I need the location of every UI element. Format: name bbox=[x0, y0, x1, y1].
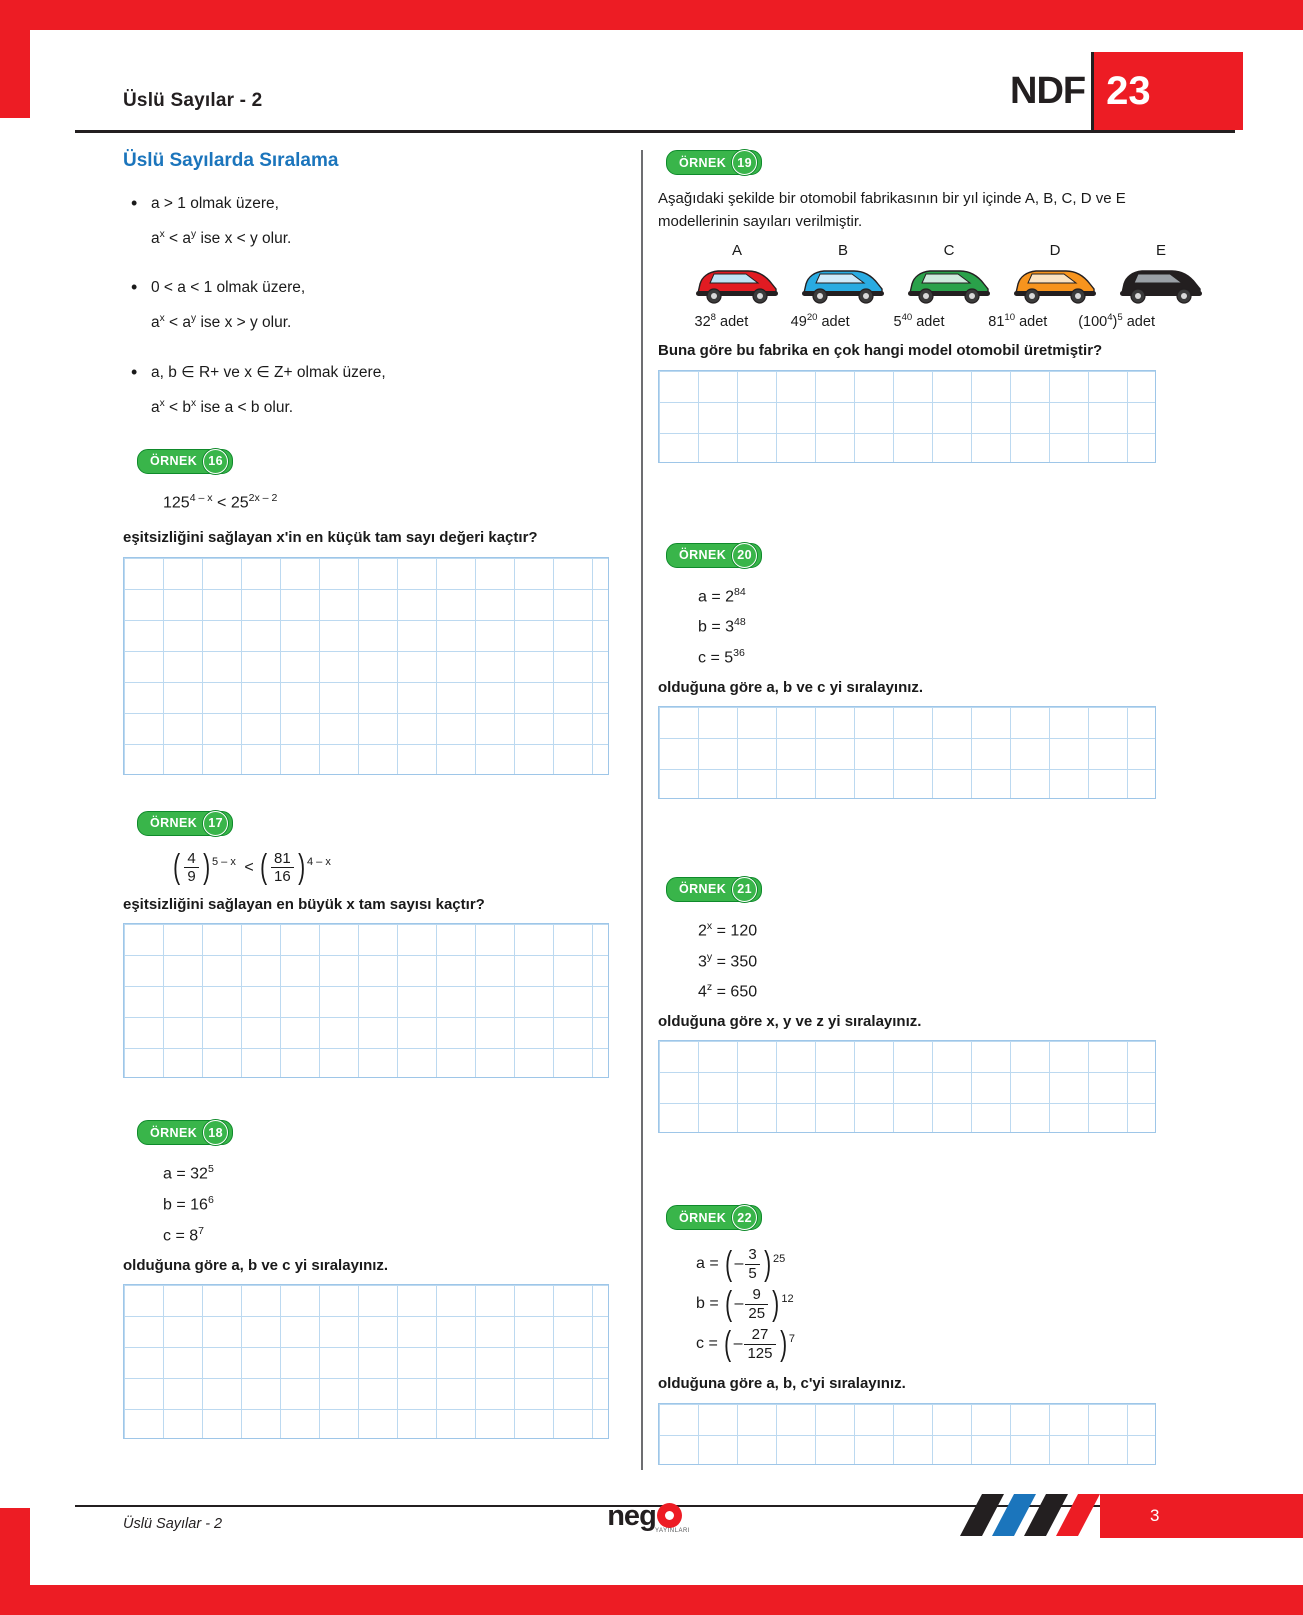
ornek-number: 18 bbox=[203, 1120, 228, 1145]
rule-sup-2: x bbox=[191, 397, 197, 409]
example-expression bbox=[658, 582, 1158, 674]
ornek-tag-wrap bbox=[137, 1120, 623, 1145]
rule-c: ise x < y olur. bbox=[196, 230, 292, 248]
ornek-number: 20 bbox=[732, 543, 757, 568]
amount-sup: 40 bbox=[901, 311, 913, 323]
unit-code: NDF bbox=[1010, 69, 1086, 112]
rule-b: < b bbox=[164, 398, 192, 416]
fraction-denominator: 25 bbox=[745, 1304, 768, 1322]
expr-rest: = 350 bbox=[712, 953, 758, 971]
example-22 bbox=[658, 1205, 1158, 1464]
paren-open-icon: ( bbox=[725, 1244, 733, 1283]
ornek-tag-wrap bbox=[137, 449, 623, 474]
ornek-number: 16 bbox=[203, 449, 228, 474]
expr-line bbox=[698, 947, 1158, 978]
example-expression bbox=[123, 850, 623, 886]
car-label: E bbox=[1155, 241, 1166, 259]
sign: – bbox=[734, 1255, 744, 1273]
expr-sup: 36 bbox=[733, 647, 745, 660]
example-expression bbox=[658, 916, 1158, 1008]
fraction-denominator: 9 bbox=[184, 867, 198, 885]
rule-line-2 bbox=[151, 217, 623, 252]
rule-c: ise x > y olur. bbox=[196, 314, 292, 332]
amount-unit: adet bbox=[912, 313, 945, 330]
ornek-number: 17 bbox=[203, 811, 228, 836]
expr-line bbox=[698, 643, 1158, 674]
section-title: Üslü Sayılarda Sıralama bbox=[123, 150, 339, 171]
expr-sup: x bbox=[706, 919, 713, 932]
ornek-label: ÖRNEK bbox=[679, 155, 727, 170]
answer-grid[interactable] bbox=[123, 1284, 609, 1439]
operator: < bbox=[244, 858, 254, 876]
expr-line bbox=[163, 1190, 623, 1221]
fraction-numerator: 9 bbox=[752, 1286, 761, 1304]
amount-base: 5 bbox=[893, 313, 902, 330]
ornek-label: ÖRNEK bbox=[150, 1125, 198, 1140]
car-icon bbox=[692, 263, 782, 305]
expr-var: b = 16 bbox=[163, 1196, 208, 1214]
expr-sup: 5 bbox=[207, 1163, 214, 1176]
car-item bbox=[798, 242, 888, 310]
ornek-tag-wrap bbox=[666, 877, 1158, 902]
bottom-red-bar bbox=[0, 1585, 1303, 1615]
amount-unit: adet bbox=[716, 313, 749, 330]
car-item bbox=[1116, 242, 1206, 310]
amount-sup: 4 bbox=[1107, 311, 1113, 323]
rule-a: a bbox=[151, 230, 160, 248]
car-item bbox=[692, 242, 782, 310]
sign: – bbox=[733, 1335, 743, 1353]
amount-close: ) bbox=[1112, 313, 1118, 330]
expr-line bbox=[696, 1284, 1158, 1324]
exponent-2: 4 – x bbox=[307, 855, 331, 868]
ornek-badge bbox=[137, 1120, 233, 1145]
left-bar-white-gap bbox=[0, 118, 30, 1508]
ornek-label: ÖRNEK bbox=[150, 816, 198, 831]
expr-line bbox=[163, 1221, 623, 1252]
fraction bbox=[745, 1246, 759, 1282]
amount-sup: 8 bbox=[710, 311, 716, 323]
logo-dot-icon bbox=[657, 1503, 682, 1528]
rule-item bbox=[123, 190, 623, 252]
ornek-label: ÖRNEK bbox=[679, 1210, 727, 1225]
logo-subtext: YAYINLARI bbox=[655, 1528, 690, 1534]
exponent: 25 bbox=[773, 1253, 786, 1266]
example-question: olduğuna göre a, b ve c yi sıralayınız. bbox=[658, 678, 924, 696]
car-amount bbox=[779, 312, 862, 330]
fraction bbox=[744, 1326, 775, 1362]
expr-line bbox=[698, 612, 1158, 643]
car-amount bbox=[680, 312, 763, 330]
rule-sup-1: x bbox=[159, 313, 165, 325]
paren-open-icon: ( bbox=[725, 1284, 733, 1323]
expr-line bbox=[698, 977, 1158, 1008]
page-number-badge: 3 bbox=[1100, 1494, 1303, 1538]
expr-sup: 7 bbox=[198, 1224, 205, 1237]
rule-item bbox=[123, 274, 623, 336]
amount-base: (100 bbox=[1078, 313, 1108, 330]
logo-part-1: ne bbox=[607, 1499, 640, 1532]
example-question: Buna göre bu fabrika en çok hangi model otomobil üretmiştir? bbox=[658, 342, 1103, 360]
column-divider bbox=[641, 150, 643, 1470]
rule-sup-1: x bbox=[159, 228, 165, 240]
amount-unit: adet bbox=[1015, 313, 1048, 330]
amount-unit: adet bbox=[1122, 313, 1155, 330]
expr-var: c = 8 bbox=[163, 1227, 199, 1245]
car-amounts-row bbox=[658, 312, 1158, 330]
car-item bbox=[904, 242, 994, 310]
rule-line-1: a, b ∈ R+ ve x ∈ Z+ olmak üzere, bbox=[151, 363, 386, 381]
paren-close-icon: ) bbox=[297, 848, 305, 887]
footer-title: Üslü Sayılar - 2 bbox=[123, 1516, 223, 1532]
expr-var: a = 2 bbox=[698, 587, 735, 605]
fraction-denominator: 16 bbox=[271, 867, 294, 885]
rule-line-1: a > 1 olmak üzere, bbox=[151, 195, 279, 212]
paren-close-icon: ) bbox=[772, 1284, 780, 1323]
expr-sup: 48 bbox=[734, 616, 746, 629]
example-17 bbox=[123, 811, 623, 1079]
right-column bbox=[658, 150, 1166, 1465]
expr-base: 2 bbox=[698, 922, 707, 940]
example-21 bbox=[658, 877, 1158, 1133]
unit-badge bbox=[1010, 52, 1243, 130]
car-amount bbox=[878, 312, 961, 330]
car-icon bbox=[1116, 263, 1206, 305]
example-expression bbox=[658, 1244, 1158, 1364]
page-title: Üslü Sayılar - 2 bbox=[123, 90, 263, 111]
car-label: C bbox=[943, 241, 955, 259]
expr-base-1: 125 bbox=[163, 494, 190, 512]
amount-base: 32 bbox=[694, 313, 711, 330]
rule-line-2 bbox=[151, 386, 623, 421]
fraction-2 bbox=[271, 850, 294, 886]
ornek-badge bbox=[666, 543, 762, 568]
brand-logo bbox=[575, 1494, 715, 1538]
car-icon bbox=[1010, 263, 1100, 305]
ornek-badge bbox=[137, 449, 233, 474]
exponent: 12 bbox=[781, 1293, 794, 1306]
expr-line bbox=[698, 582, 1158, 613]
example-expression bbox=[123, 488, 623, 519]
ornek-number: 19 bbox=[732, 150, 757, 175]
ornek-number: 22 bbox=[732, 1205, 757, 1230]
rule-item bbox=[123, 359, 623, 421]
expr-sup: z bbox=[706, 981, 713, 994]
expr-sup: 6 bbox=[207, 1194, 214, 1207]
ornek-label: ÖRNEK bbox=[679, 882, 727, 897]
ornek-badge bbox=[666, 1205, 762, 1230]
paren-open-icon: ( bbox=[259, 848, 267, 887]
rule-b: < a bbox=[164, 314, 192, 332]
paren-close-icon: ) bbox=[202, 848, 210, 887]
answer-grid[interactable] bbox=[123, 923, 609, 1078]
rule-b: < a bbox=[164, 230, 192, 248]
ornek-tag-wrap bbox=[666, 543, 1158, 568]
rule-line-1: 0 < a < 1 olmak üzere, bbox=[151, 279, 306, 297]
ornek-tag-wrap bbox=[666, 150, 1158, 175]
example-question: olduğuna göre a, b ve c yi sıralayınız. bbox=[123, 1256, 389, 1274]
fraction-numerator: 4 bbox=[187, 849, 196, 867]
car-label: A bbox=[731, 241, 742, 259]
car-item bbox=[1010, 242, 1100, 310]
expr-var: b = bbox=[696, 1295, 724, 1313]
example-question: eşitsizliğini sağlayan x'in en küçük tam sayı değeri kaçtır? bbox=[123, 529, 538, 547]
example-19 bbox=[658, 150, 1166, 463]
paren-open-icon: ( bbox=[724, 1324, 732, 1363]
ornek-badge bbox=[666, 150, 762, 175]
ornek-number: 21 bbox=[732, 877, 757, 902]
example-intro: Aşağıdaki şekilde bir otomobil fabrikasının bir yıl içinde A, B, C, D ve E modellerinin sayıları verilmiştir. bbox=[658, 190, 1126, 231]
example-expression bbox=[123, 1159, 623, 1251]
expr-rest: = 120 bbox=[712, 922, 758, 940]
car-label: D bbox=[1049, 241, 1061, 259]
example-question: eşitsizliğini sağlayan en büyük x tam sayısı kaçtır? bbox=[123, 896, 485, 914]
rule-sup-1: x bbox=[159, 397, 165, 409]
exponent: 7 bbox=[788, 1333, 795, 1346]
answer-grid[interactable] bbox=[123, 557, 609, 775]
car-icon bbox=[798, 263, 888, 305]
sign: – bbox=[734, 1295, 744, 1313]
expr-var: c = 5 bbox=[698, 649, 734, 667]
expr-line bbox=[696, 1324, 1158, 1364]
example-20 bbox=[658, 543, 1158, 799]
paren-close-icon: ) bbox=[779, 1324, 787, 1363]
fraction-numerator: 27 bbox=[751, 1326, 769, 1344]
example-18 bbox=[123, 1120, 623, 1438]
expr-var: b = 3 bbox=[698, 618, 735, 636]
answer-grid[interactable] bbox=[658, 1403, 1156, 1465]
fraction-denominator: 5 bbox=[745, 1264, 759, 1282]
expr-var: a = 32 bbox=[163, 1165, 208, 1183]
amount-unit: adet bbox=[817, 313, 850, 330]
rule-a: a bbox=[151, 314, 160, 332]
expr-base-2: < 25 bbox=[212, 494, 249, 512]
unit-number: 23 bbox=[1091, 52, 1243, 130]
expr-sup: 84 bbox=[734, 585, 746, 598]
ornek-label: ÖRNEK bbox=[150, 454, 198, 469]
car-amount bbox=[1075, 312, 1158, 330]
fraction-denominator: 125 bbox=[744, 1344, 775, 1362]
expr-sup-2: 2x – 2 bbox=[248, 491, 278, 504]
expr-rest: = 650 bbox=[712, 983, 758, 1001]
fraction bbox=[745, 1286, 768, 1322]
answer-grid[interactable] bbox=[658, 370, 1156, 463]
car-label: B bbox=[837, 241, 848, 259]
fraction-1 bbox=[184, 850, 198, 886]
paren-close-icon: ) bbox=[763, 1244, 771, 1283]
example-question: olduğuna göre a, b, c'yi sıralayınız. bbox=[658, 1375, 906, 1393]
expr-sup: y bbox=[706, 950, 713, 963]
expr-line bbox=[163, 1159, 623, 1190]
amount-sup: 20 bbox=[806, 311, 818, 323]
chevron-decoration bbox=[960, 1494, 1110, 1536]
header-divider bbox=[75, 130, 1235, 133]
fraction-numerator: 81 bbox=[273, 849, 291, 867]
rule-sup-2: y bbox=[191, 228, 197, 240]
left-column bbox=[123, 150, 623, 1439]
answer-grid[interactable] bbox=[658, 1040, 1156, 1133]
answer-grid[interactable] bbox=[658, 706, 1156, 799]
amount-base: 49 bbox=[790, 313, 807, 330]
expr-sup-1: 4 – x bbox=[189, 491, 213, 504]
top-red-bar bbox=[0, 0, 1303, 30]
cars-figure bbox=[658, 241, 1166, 310]
logo-part-2: g bbox=[639, 1499, 656, 1532]
ornek-tag-wrap bbox=[666, 1205, 1158, 1230]
rule-c: ise a < b olur. bbox=[196, 398, 294, 416]
expr-var: c = bbox=[696, 1335, 723, 1353]
rule-a: a bbox=[151, 398, 160, 416]
paren-open-icon: ( bbox=[173, 848, 181, 887]
exponent-1: 5 – x bbox=[212, 855, 236, 868]
car-amount bbox=[976, 312, 1059, 330]
rule-line-2 bbox=[151, 301, 623, 336]
car-icon bbox=[904, 263, 994, 305]
expr-base: 4 bbox=[698, 983, 707, 1001]
amount-base: 81 bbox=[988, 313, 1005, 330]
ornek-label: ÖRNEK bbox=[679, 548, 727, 563]
amount-sup-2: 5 bbox=[1117, 311, 1123, 323]
ornek-badge bbox=[666, 877, 762, 902]
expr-line bbox=[698, 916, 1158, 947]
example-16 bbox=[123, 449, 623, 775]
example-question: olduğuna göre x, y ve z yi sıralayınız. bbox=[658, 1013, 922, 1031]
fraction-numerator: 3 bbox=[748, 1246, 757, 1264]
ornek-tag-wrap bbox=[137, 811, 623, 836]
rule-sup-2: y bbox=[191, 313, 197, 325]
amount-sup: 10 bbox=[1004, 311, 1016, 323]
expr-var: a = bbox=[696, 1255, 724, 1273]
expr-line bbox=[696, 1244, 1158, 1284]
expr-base: 3 bbox=[698, 953, 707, 971]
ornek-badge bbox=[137, 811, 233, 836]
